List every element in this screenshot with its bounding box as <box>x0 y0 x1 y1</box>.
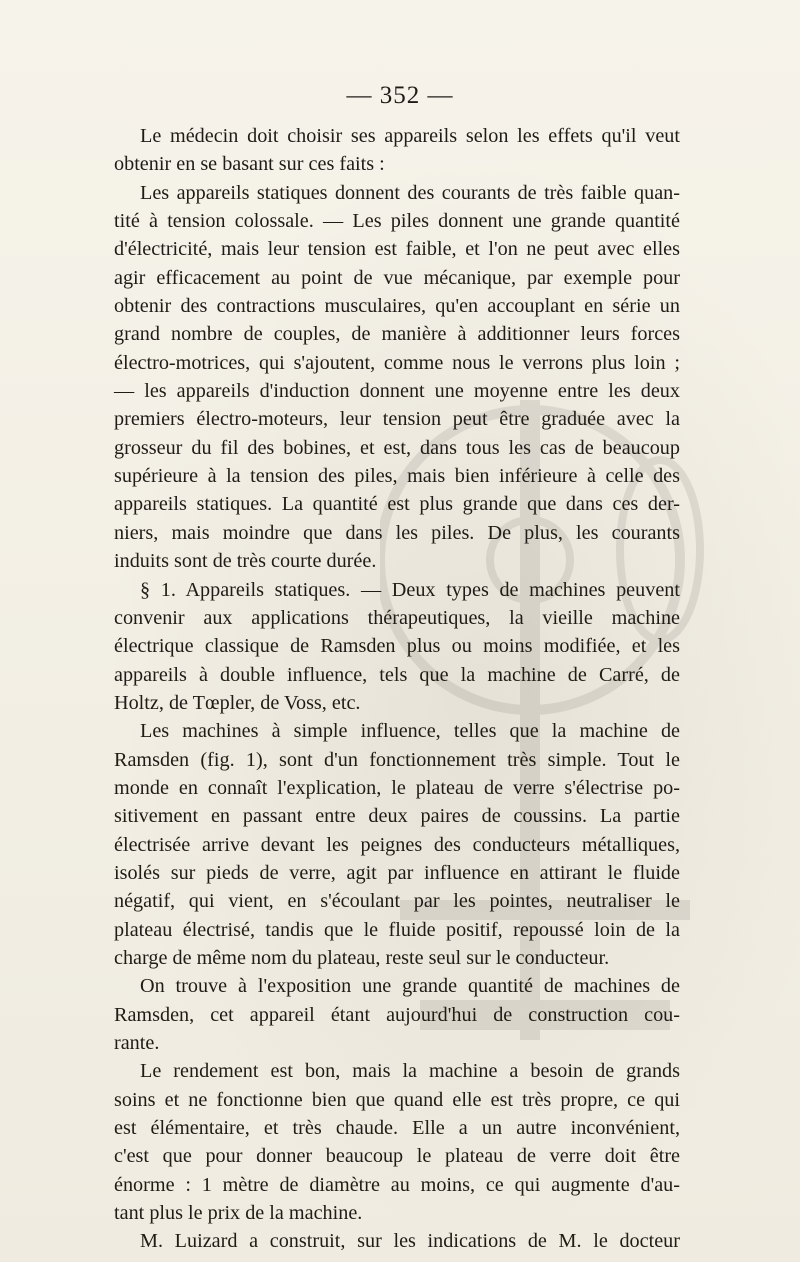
text-line: charge de même nom du plateau, reste seul sur le conducteur. <box>114 946 610 969</box>
text-line: § 1. Appareils statiques. — Deux types de machines peuvent <box>140 578 680 601</box>
text-line: Le rendement est bon, mais la machine a besoin de grands <box>140 1060 680 1083</box>
text-line: agir efficacement au point de vue mécanique, par exemple pour <box>114 266 680 289</box>
text-line: niers, mais moindre que dans les piles. De plus, les courants <box>114 521 680 544</box>
text-line: induits sont de très courte durée. <box>114 550 377 573</box>
text-line: Ramsden (fig. 1), sont d'un fonctionnement très simple. Tout le <box>114 748 680 771</box>
text-line: Les appareils statiques donnent des courants de très faible quan- <box>140 181 680 204</box>
text-line: Ramsden, cet appareil étant aujourd'hui de construction cou- <box>114 1003 680 1026</box>
text-line: énorme : 1 mètre de diamètre au moins, ce qui augmente d'au- <box>114 1173 680 1196</box>
text-line: — les appareils d'induction donnent une moyenne entre les deux <box>114 380 680 403</box>
text-line: monde en connaît l'explication, le plateau de verre s'électrise po- <box>114 776 680 799</box>
text-line: obtenir des contractions musculaires, qu'en accouplant en série un <box>114 295 680 318</box>
text-line: convenir aux applications thérapeutiques, la vieille machine <box>114 606 680 629</box>
text-line: sitivement en passant entre deux paires de coussins. La partie <box>114 805 680 828</box>
text-line: obtenir en se basant sur ces faits : <box>114 153 385 176</box>
text-line: d'électricité, mais leur tension est faible, et l'on ne peut avec elles <box>114 238 680 261</box>
body-text <box>114 122 680 1256</box>
text-line: rante. <box>114 1032 160 1054</box>
text-line: plateau électrisé, tandis que le fluide positif, repoussé loin de la <box>114 918 680 941</box>
text-line: soins et ne fonctionne bien que quand elle est très propre, ce qui <box>114 1088 680 1111</box>
text-line: est élémentaire, et très chaude. Elle a un autre inconvénient, <box>114 1117 680 1140</box>
text-line: négatif, qui vient, en s'écoulant par les pointes, neutraliser le <box>114 890 680 913</box>
text-line: électrique classique de Ramsden plus ou moins modifiée, et les <box>114 635 680 658</box>
page-number: — 352 — <box>346 82 454 109</box>
text-line: appareils statiques. La quantité est plus grande que dans ces der- <box>114 493 680 516</box>
text-line: appareils à double influence, tels que la machine de Carré, de <box>114 663 680 686</box>
text-line: M. Luizard a construit, sur les indications de M. le docteur <box>140 1230 680 1253</box>
text-line: On trouve à l'exposition une grande quantité de machines de <box>140 975 680 998</box>
text-line: électrisée arrive devant les peignes des conducteurs métalliques, <box>114 833 680 856</box>
text-line: isolés sur pieds de verre, agit par influence en attirant le fluide <box>114 861 680 884</box>
text-line: Le médecin doit choisir ses appareils selon les effets qu'il veut <box>140 125 680 147</box>
text-line: grosseur du fil des bobines, et est, dans tous les cas de beaucoup <box>114 436 680 459</box>
text-line: électro-motrices, qui s'ajoutent, comme nous le verrons plus loin ; <box>114 351 680 374</box>
text-line: Les machines à simple influence, telles que la machine de <box>140 720 680 743</box>
text-line: grand nombre de couples, de manière à additionner leurs forces <box>114 323 680 346</box>
text-line: supérieure à la tension des piles, mais bien inférieure à celle des <box>114 465 680 488</box>
text-line: Holtz, de Tœpler, de Voss, etc. <box>114 691 361 714</box>
text-line: tité à tension colossale. — Les piles donnent une grande quantité <box>114 210 680 233</box>
text-line: c'est que pour donner beaucoup le plateau de verre doit être <box>114 1145 680 1168</box>
text-line: premiers électro-moteurs, leur tension peut être graduée avec la <box>114 408 680 431</box>
text-line: tant plus le prix de la machine. <box>114 1202 363 1225</box>
